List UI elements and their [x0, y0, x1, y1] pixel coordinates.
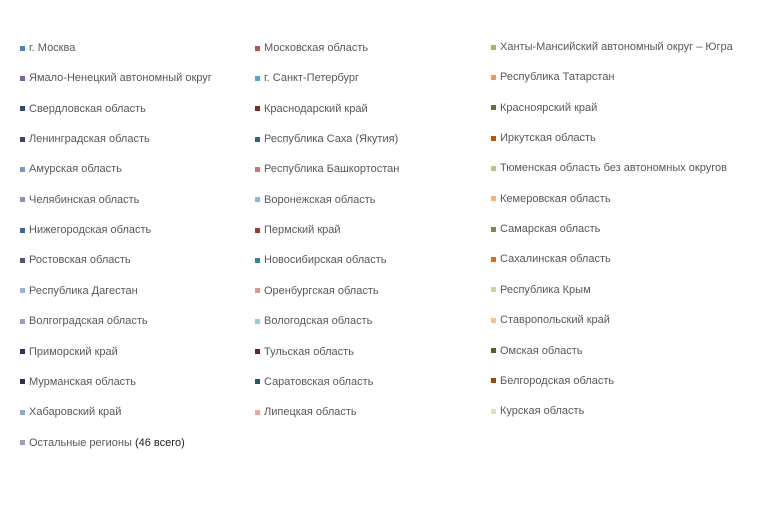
- legend-swatch: [20, 440, 25, 445]
- legend-swatch: [20, 228, 25, 233]
- legend-item[interactable]: [20, 131, 150, 147]
- legend-item[interactable]: [491, 403, 584, 419]
- legend-label: Липецкая область: [264, 406, 357, 419]
- legend-label: Волгоградская область: [29, 315, 148, 328]
- legend-item[interactable]: [491, 130, 596, 146]
- legend-swatch: [20, 319, 25, 324]
- legend-swatch: [255, 379, 260, 384]
- legend-item[interactable]: [255, 131, 398, 147]
- legend-label: г. Москва: [29, 42, 76, 54]
- legend-item[interactable]: [491, 282, 591, 298]
- legend-label: Ханты-Мансийский автономный округ – Югра: [500, 41, 733, 53]
- legend-label: Хабаровский край: [29, 406, 122, 419]
- legend-label: Нижегородская область: [29, 224, 152, 237]
- legend-swatch: [20, 349, 25, 354]
- legend-label: Тюменская область без автономных округов: [500, 162, 727, 175]
- legend-swatch: [255, 288, 260, 293]
- legend-item[interactable]: [255, 252, 387, 268]
- legend-item[interactable]: [255, 344, 354, 360]
- legend-item[interactable]: [20, 70, 212, 86]
- legend-swatch: [255, 228, 260, 233]
- legend-swatch: [491, 378, 496, 383]
- legend-count: (46 всего): [134, 436, 185, 449]
- legend-item[interactable]: [20, 40, 75, 56]
- legend-item[interactable]: [491, 221, 600, 237]
- legend-label: Кемеровская область: [500, 192, 611, 205]
- legend-label: Белгородская область: [500, 374, 615, 387]
- legend-item[interactable]: [20, 374, 136, 390]
- legend-label: Республика Крым: [500, 283, 591, 296]
- legend-item[interactable]: [255, 374, 373, 390]
- legend-item[interactable]: [491, 373, 614, 389]
- legend-swatch: [20, 197, 25, 202]
- legend-swatch: [491, 105, 496, 110]
- legend-label: Ямало-Ненецкий автономный округ: [29, 72, 212, 85]
- legend-item[interactable]: [491, 251, 611, 267]
- legend-label: Курская область: [500, 405, 585, 418]
- legend-swatch: [491, 136, 496, 141]
- legend-item[interactable]: [20, 313, 148, 329]
- legend-item[interactable]: [255, 404, 357, 420]
- legend-label: Московская область: [264, 42, 369, 54]
- legend-swatch: [491, 257, 496, 262]
- legend-item[interactable]: [20, 192, 139, 208]
- legend-swatch: [20, 76, 25, 81]
- legend-label: Сахалинская область: [500, 253, 611, 266]
- legend-label: Воронежская область: [264, 193, 376, 206]
- legend-swatch: [255, 76, 260, 81]
- legend-item[interactable]: [491, 100, 597, 116]
- legend-label: Приморский край: [29, 345, 118, 358]
- legend-swatch: [491, 287, 496, 292]
- legend-label: Красноярский край: [500, 101, 598, 114]
- legend-item[interactable]: [255, 40, 368, 56]
- legend-label: Омская область: [500, 344, 583, 357]
- legend-swatch: [255, 410, 260, 415]
- legend-swatch: [255, 349, 260, 354]
- legend-label: Иркутская область: [500, 132, 596, 145]
- legend-swatch: [491, 75, 496, 80]
- legend-label: Самарская область: [500, 223, 601, 236]
- legend-item[interactable]: [491, 343, 583, 359]
- legend-label: Вологодская область: [264, 315, 373, 328]
- legend-label: Оренбургская область: [264, 284, 379, 297]
- legend-label: Саратовская область: [264, 375, 374, 388]
- legend-label: Мурманская область: [29, 375, 136, 388]
- legend-swatch: [491, 409, 496, 414]
- legend-label: Республика Саха (Якутия): [264, 133, 399, 146]
- legend-item[interactable]: [491, 312, 610, 328]
- legend-swatch: [491, 227, 496, 232]
- legend-label: Республика Татарстан: [500, 71, 615, 84]
- legend-swatch: [20, 258, 25, 263]
- legend-item[interactable]: [255, 70, 359, 86]
- legend-swatch: [255, 46, 260, 51]
- legend-swatch: [20, 167, 25, 172]
- legend-label: Республика Башкортостан: [264, 163, 400, 176]
- legend-label: Пермский край: [264, 224, 341, 237]
- legend-item[interactable]: [255, 313, 372, 329]
- legend-item[interactable]: [20, 252, 131, 268]
- legend-label: Амурская область: [29, 163, 122, 176]
- legend-swatch: [255, 106, 260, 111]
- legend-item[interactable]: [255, 222, 341, 238]
- legend-item[interactable]: [491, 160, 727, 176]
- legend-item[interactable]: [20, 161, 122, 177]
- legend-item[interactable]: [491, 69, 615, 85]
- legend-item[interactable]: [255, 161, 399, 177]
- legend-swatch: [491, 196, 496, 201]
- legend-swatch: [20, 137, 25, 142]
- legend-swatch: [255, 167, 260, 172]
- legend-item[interactable]: [20, 435, 185, 451]
- legend-swatch: [491, 348, 496, 353]
- legend-label: Новосибирская область: [264, 254, 387, 267]
- legend-item[interactable]: [255, 192, 376, 208]
- legend-swatch: [255, 258, 260, 263]
- legend-swatch: [491, 318, 496, 323]
- legend-swatch: [20, 46, 25, 51]
- legend-label: Остальные регионы (46 всего): [29, 436, 185, 449]
- legend-item[interactable]: [491, 191, 611, 207]
- legend-swatch: [491, 166, 496, 171]
- legend-label: Челябинская область: [29, 193, 140, 206]
- legend-swatch: [255, 319, 260, 324]
- legend-label: Ленинградская область: [29, 133, 150, 146]
- legend-item[interactable]: [20, 283, 138, 299]
- legend-label: Свердловская область: [29, 102, 146, 115]
- legend-item[interactable]: [20, 344, 118, 360]
- legend-label: Тульская область: [264, 345, 354, 358]
- legend-swatch: [20, 288, 25, 293]
- legend-item[interactable]: [20, 101, 146, 117]
- legend-item[interactable]: [255, 101, 368, 117]
- legend-item[interactable]: [20, 404, 121, 420]
- legend-swatch: [255, 197, 260, 202]
- legend-item[interactable]: [491, 39, 733, 55]
- legend-label: Ростовская область: [29, 254, 131, 267]
- legend-item[interactable]: [20, 222, 151, 238]
- legend-label: г. Санкт-Петербург: [264, 72, 360, 85]
- legend-label: Ставропольский край: [500, 314, 610, 327]
- legend-item[interactable]: [255, 283, 379, 299]
- legend-swatch: [20, 379, 25, 384]
- legend-swatch: [255, 137, 260, 142]
- legend-swatch: [20, 410, 25, 415]
- legend-label: Краснодарский край: [264, 102, 368, 115]
- legend-swatch: [491, 45, 496, 50]
- legend-label: Республика Дагестан: [29, 284, 138, 297]
- legend-swatch: [20, 106, 25, 111]
